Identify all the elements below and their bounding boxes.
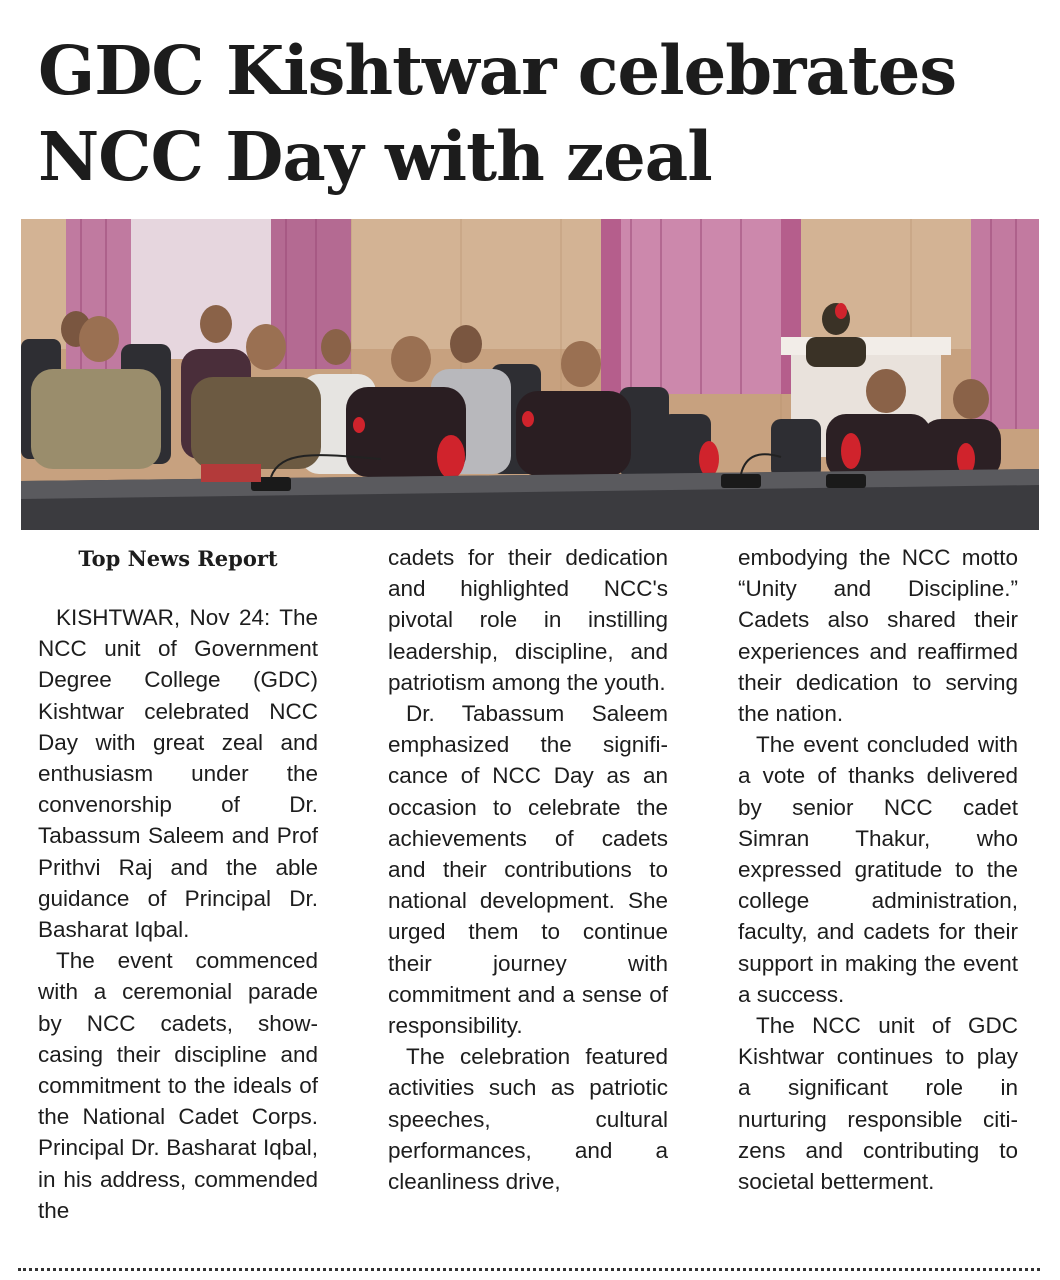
paragraph: The celebration featured activities such as patriotic speeches, cultural performances, and a cleanliness drive, — [388, 1044, 668, 1195]
headline-line-1: GDC Kishtwar celebrates — [38, 31, 957, 110]
paragraph: Dr. Tabassum Saleem emphasized the significance of NCC Day as an occasion to celebrate the achievements of cadets and their contributions to national development. She urged them to continue their journey with commitment and a sense of responsibility. — [388, 701, 668, 1039]
headline — [38, 28, 1028, 200]
news-photo — [21, 219, 1039, 530]
ncc-cadets-meeting-hall-photo-icon — [21, 219, 1039, 530]
paragraph: embodying the NCC motto “Unity and Discipline.” Cadets also shared their experiences and reaffirmed their dedication to serving the nation. — [738, 545, 1018, 727]
paragraph: The NCC unit of GDC Kishtwar continues to play a significant role in nurturing responsible citizens and contributing to societal betterment. — [738, 1013, 1018, 1195]
paragraph: KISHTWAR, Nov 24: The NCC unit of Government Degree College (GDC) Kishtwar celebrated NCC Day with great zeal and enthusiasm under the convenorship of Dr. Tabassum Saleem and Prof Prithvi Raj and the able guidance of Principal Dr. Basharat Iqbal. — [38, 605, 318, 943]
paragraph: cadets for their dedication and highlighted NCC's pivotal role in instilling leadership, discipline, and patriotism among the youth. — [388, 545, 668, 695]
article-column-3 — [738, 542, 1018, 1197]
byline: Top News Report — [78, 546, 278, 571]
article-column-1 — [38, 542, 318, 1226]
headline-line-2: NCC Day with zeal — [38, 117, 712, 196]
paragraph: The event commenced with a ceremonial parade by NCC cadets, showcasing their discipline and commitment to the ideals of the National Cadet Corps. Principal Dr. Basharat Iqbal, in his address, commended the — [38, 948, 318, 1223]
article-column-2 — [388, 542, 668, 1197]
paragraph: The event concluded with a vote of thanks delivered by senior NCC cadet Simran Thakur, who expressed gratitude to the college administration, faculty, and cadets for their support in making the event a success. — [738, 732, 1018, 1007]
dotted-divider — [18, 1268, 1040, 1271]
